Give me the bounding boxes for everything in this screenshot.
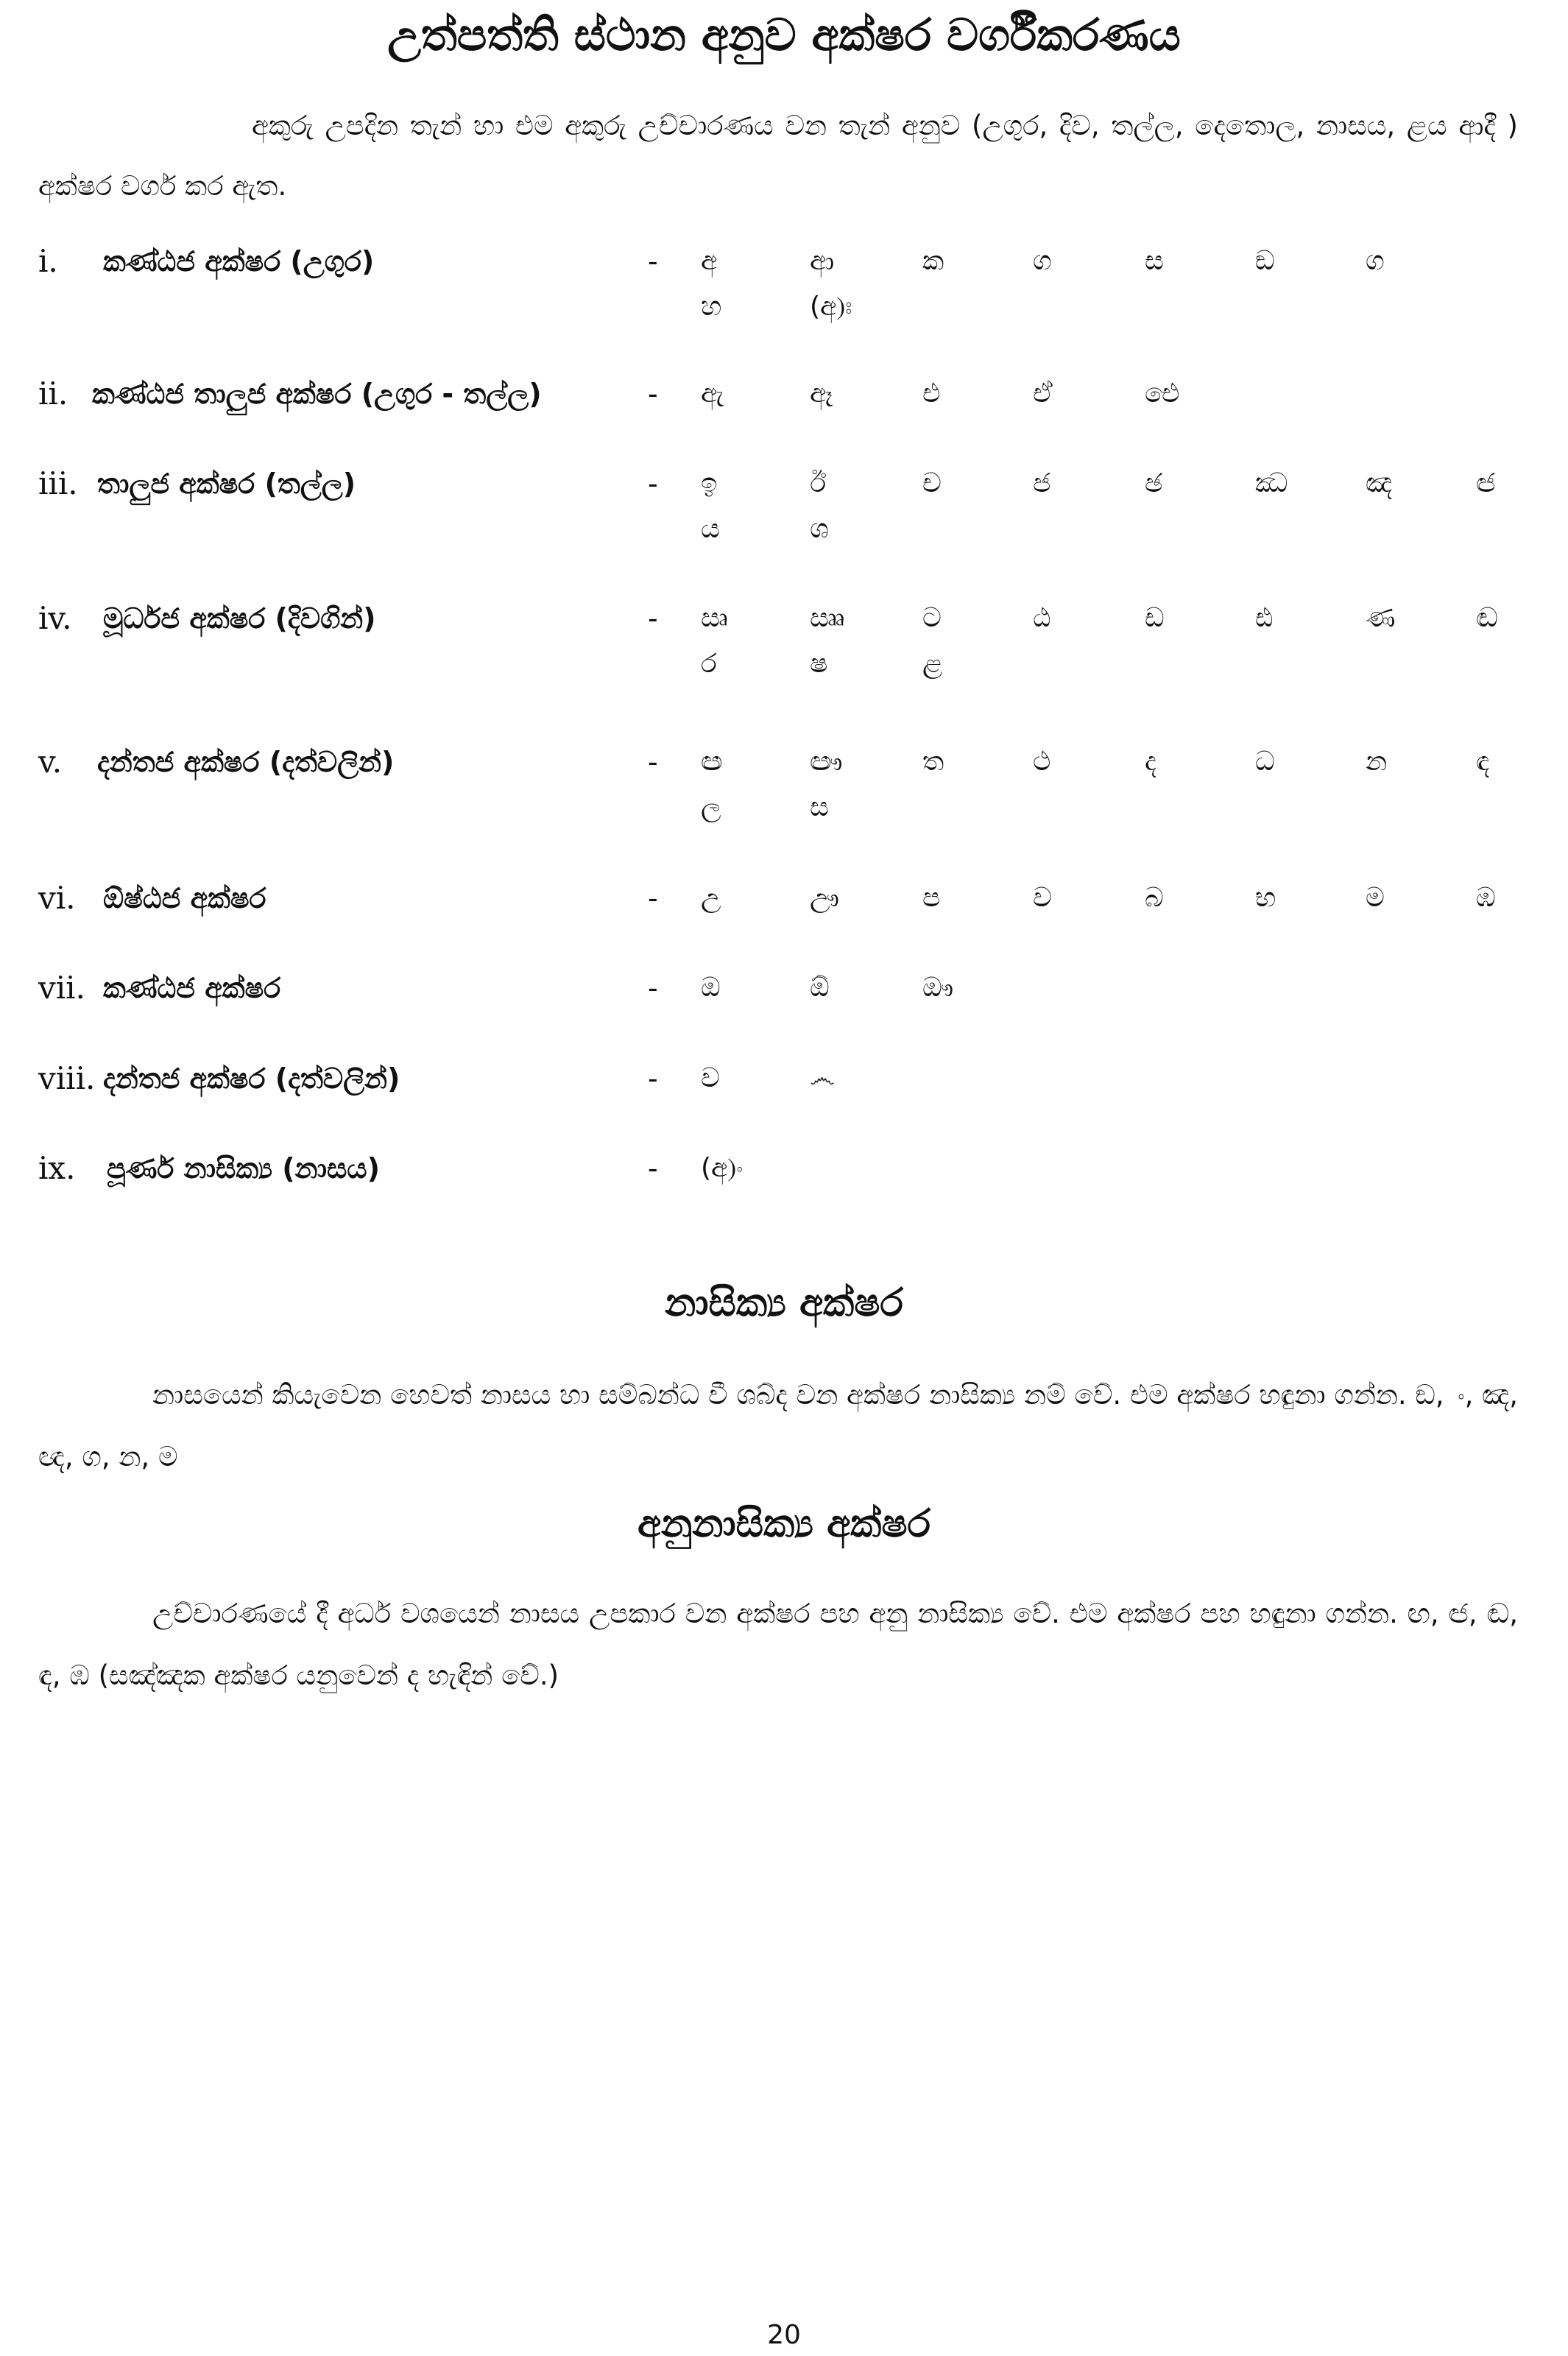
letter-cell: ය	[701, 514, 720, 544]
letter-cell: ළ	[922, 649, 943, 679]
class-label: ඕෂ්ඨජ අක්ෂර	[103, 882, 266, 914]
letter-cell: ට	[922, 603, 942, 633]
letter-cell: ප	[922, 883, 941, 913]
class-row	[0, 1057, 1568, 1152]
letter-cell: ජ	[1033, 468, 1051, 498]
letter-cell: උ	[701, 883, 721, 913]
letter-cell: (අ)ඃ	[810, 292, 852, 322]
class-number: viii.	[38, 1060, 96, 1096]
letter-cell: හ	[701, 292, 722, 322]
letter-cell: ඐ	[810, 747, 843, 777]
intro-paragraph: අකුරු උපදින තැන් හා එම අකුරු උච්චාරණය වන තැන් අනුව (උගුර, දිව, තල්ල, දෙතොල, නාසය, ළය ආදී ) අක්ෂර වර්ග කර ඇත.	[38, 110, 1518, 202]
class-dash: -	[648, 602, 658, 635]
letter-cell: ල	[701, 792, 721, 822]
class-dash: -	[648, 245, 658, 278]
letter-cell: ඹ	[1476, 883, 1496, 913]
letter-cell: ඡ	[1145, 468, 1163, 498]
class-number: iii.	[38, 465, 78, 501]
letter-cell: ණ	[1366, 603, 1396, 633]
page-title: උත්පත්ති ස්ථාන අනුව අක්ෂර වර්ගීකරණය	[387, 10, 1181, 61]
letter-cell: ථ	[1033, 747, 1051, 777]
letter-cell: ඎ	[810, 603, 845, 633]
class-label: දන්තජ අක්ෂර (දත්වලින්)	[97, 746, 395, 778]
half-nasal-paragraph: උච්චාරණයේ දී අර්ධ වශයෙන් නාසය උපකාර වන අක්ෂර පහ අනු නාසික්‍ය වේ. එම අක්ෂර පහ හඳුනා ගන්න. ඟ, ඦ, ඬ, ඳ, ඹ (සඤ්ඤක අක්ෂර යනුවෙන් ද හැඳින් වේ.)	[38, 1598, 1518, 1691]
class-number: v.	[38, 744, 63, 780]
letter-cell: ඒ	[1033, 378, 1053, 409]
class-label: දන්තජ අක්ෂර (දත්වලින්)	[103, 1062, 400, 1095]
letter-cell: න	[1366, 747, 1388, 777]
letter-cell: ඇ	[701, 378, 724, 409]
letter-cell: ද	[1145, 747, 1156, 777]
letter-cell: ඕ	[810, 973, 830, 1003]
letter-cell: ඉ	[701, 468, 718, 498]
class-row	[0, 372, 1568, 468]
letter-cell: ඍ	[701, 603, 728, 633]
letter-cell: ක	[922, 246, 944, 276]
class-dash: -	[648, 746, 658, 778]
letter-cell: ඈ	[810, 378, 833, 409]
letter-cell: ඬ	[1476, 603, 1498, 633]
class-row	[0, 740, 1568, 836]
class-dash: -	[648, 1152, 658, 1185]
letter-cell: ව	[701, 1063, 720, 1093]
class-label: තාලුජ අක්ෂර (තල්ල)	[97, 468, 356, 500]
class-number: ix.	[38, 1150, 76, 1186]
class-dash: -	[648, 1062, 658, 1095]
letter-cell: ත	[922, 747, 944, 777]
letter-cell: අ	[701, 246, 718, 276]
letter-cell: ඖ	[922, 973, 954, 1003]
nasal-paragraph: නාසයෙන් කියැවෙන හෙවත් නාසය හා සම්බන්ධ වී ශබ්ද වන අක්ෂර නාසික්‍ය නම් වේ. එම අක්ෂර හඳුනා ගන්න. ඞ, ං, ඤ, ඥ, ග, න, ම	[38, 1379, 1518, 1472]
class-row	[0, 966, 1568, 1062]
letter-cell: භ	[1255, 883, 1276, 913]
page-number: 20	[767, 2320, 801, 2350]
letter-cell: ස	[810, 792, 829, 822]
class-dash: -	[648, 972, 658, 1004]
class-label: පූර්ණ නාසික්‍ය (නාසය)	[107, 1152, 380, 1185]
class-number: ii.	[38, 375, 68, 412]
class-dash: -	[648, 468, 658, 500]
class-label: කණ්ඨජ අක්ෂර	[103, 972, 281, 1004]
class-dash: -	[648, 882, 658, 914]
class-dash: -	[648, 378, 658, 410]
letter-cell: ඞ	[1255, 246, 1275, 276]
letter-cell: ව	[1033, 883, 1052, 913]
letter-cell: ඪ	[1255, 603, 1274, 633]
class-row	[0, 462, 1568, 557]
letter-cell: ඊ	[810, 468, 827, 498]
class-label: මූර්ධජ අක්ෂර (දිවගින්)	[103, 602, 376, 635]
letter-cell: ස	[1145, 246, 1164, 276]
letter-cell: ච	[922, 468, 942, 498]
class-row	[0, 239, 1568, 335]
letter-cell: ඏ	[701, 747, 723, 777]
letter-cell: ආ	[810, 246, 835, 276]
letter-cell: බ	[1145, 883, 1164, 913]
letter-cell: ඩ	[1145, 603, 1165, 633]
letter-cell: ඨ	[1033, 603, 1051, 633]
letter-cell: ඤ	[1366, 468, 1393, 498]
nasal-section-title: නාසික්‍ය අක්ෂර	[665, 1281, 903, 1325]
half-nasal-section-title: අනුනාසික්‍ය අක්ෂර	[637, 1502, 931, 1546]
class-number: i.	[38, 243, 58, 279]
letter-cell: ඓ	[1145, 378, 1180, 409]
class-label: කණ්ඨජ තාලුජ අක්ෂර (උගුර - තල්ල)	[92, 378, 542, 410]
class-row	[0, 1146, 1568, 1242]
letter-cell: ම	[1366, 883, 1385, 913]
letter-cell: ෂ	[810, 649, 828, 679]
letter-cell: ඦ	[1476, 468, 1496, 498]
letter-cell: ධ	[1255, 747, 1275, 777]
class-number: vii.	[38, 970, 85, 1006]
letter-cell: ග	[1033, 246, 1052, 276]
letter-cell: ශ	[810, 514, 829, 544]
letter-cell: ර	[701, 649, 717, 679]
letter-cell: ඔ	[701, 973, 721, 1003]
letter-cell: (අ)ං	[701, 1153, 744, 1183]
letter-cell: ෴	[810, 1063, 836, 1093]
letter-cell: එ	[922, 378, 941, 409]
letter-cell: ඳ	[1476, 747, 1490, 777]
letter-cell: ග	[1366, 246, 1385, 276]
letter-cell: ඌ	[810, 883, 839, 913]
class-label: කණ්ඨජ අක්ෂර (උගුර)	[103, 245, 375, 278]
class-number: iv.	[38, 600, 72, 636]
class-row	[0, 876, 1568, 972]
class-number: vi.	[38, 880, 76, 916]
class-row	[0, 596, 1568, 692]
letter-cell: ඣ	[1255, 468, 1288, 498]
